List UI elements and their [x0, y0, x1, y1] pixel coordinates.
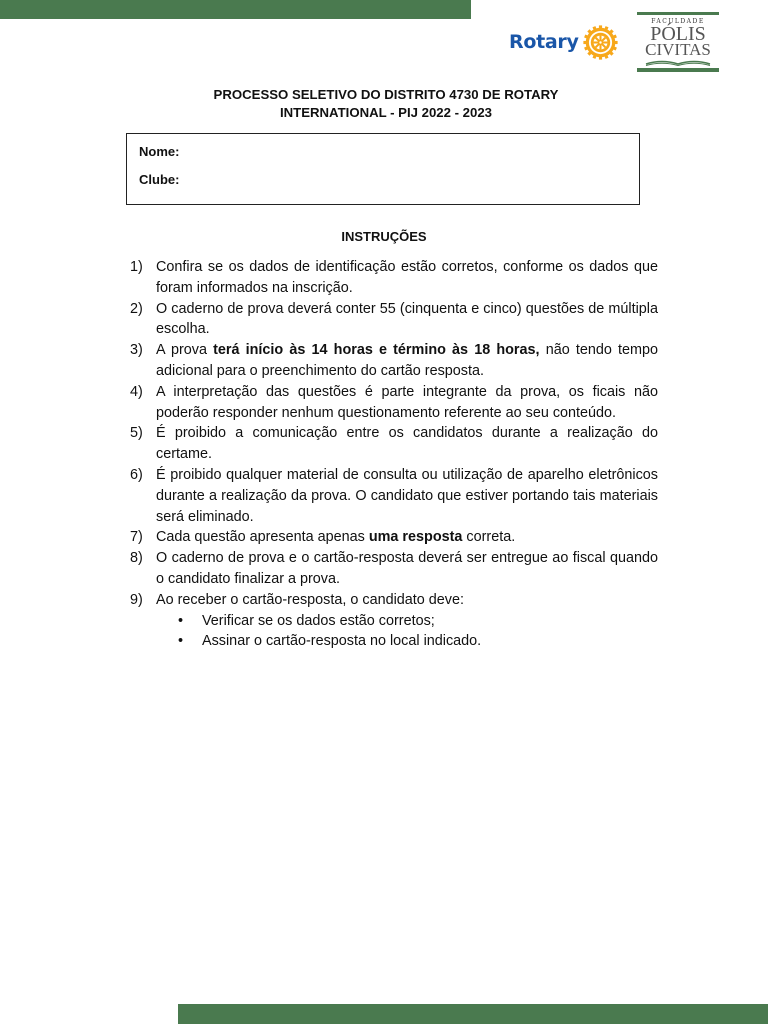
instruction-item-5 — [130, 423, 658, 465]
logo-bottom-rule — [637, 68, 719, 72]
polis-civitas-logo — [637, 10, 719, 72]
document-title — [126, 86, 646, 122]
instructions-heading: INSTRUÇÕES — [341, 229, 427, 244]
title-line-2: INTERNATIONAL - PIJ 2022 - 2023 — [279, 105, 493, 120]
name-label: Nome: — [139, 144, 180, 159]
instruction-item-1 — [130, 257, 658, 299]
item-number: 9) — [130, 591, 143, 608]
bullet-dot-icon: • — [178, 633, 184, 650]
item-number: 6) — [130, 466, 143, 483]
bullet-dot-icon: • — [178, 612, 184, 629]
open-book-icon — [645, 58, 711, 66]
bottom-green-bar — [178, 1004, 768, 1024]
instruction-item-8 — [130, 548, 658, 590]
item-text-post: não tendo tempo adicional para o preenchimento do cartão resposta. — [156, 342, 658, 379]
instruction-item-9 — [130, 590, 658, 611]
item-number: 1) — [130, 259, 143, 275]
item-number: 4) — [130, 383, 143, 400]
club-label: Clube: — [139, 172, 180, 187]
item-text-pre: Cada questão apresenta apenas — [156, 529, 369, 546]
instruction-item-7 — [130, 527, 658, 548]
rotary-wordmark: Rotary — [509, 31, 579, 53]
item-number: 2) — [130, 300, 143, 317]
logo-faculdade-text: FACULDADE — [651, 18, 705, 25]
logo-civitas-text: CIVITAS — [645, 40, 711, 59]
instruction-item-4 — [130, 382, 658, 424]
instruction-item-2 — [130, 299, 658, 341]
bullet-text: Verificar se os dados estão corretos; — [202, 612, 435, 629]
item-text-pre: A prova — [156, 342, 214, 359]
item-text: O caderno de prova deverá conter 55 (cinquenta e cinco) questões de múltipla escolha. — [156, 300, 658, 338]
item-text: É proibido a comunicação entre os candidatos durante a realização do certame. — [156, 425, 658, 463]
bullet-item — [130, 631, 658, 652]
logo-polis-text: PÓLIS — [650, 23, 706, 45]
instruction-bullet-list — [130, 611, 658, 653]
top-green-bar — [0, 0, 471, 19]
item-text: Confira se os dados de identificação estão corretos, conforme os dados que foram informados na inscrição. — [156, 259, 658, 296]
instruction-item-6 — [130, 465, 658, 527]
item-number: 3) — [130, 342, 143, 359]
item-text: É proibido qualquer material de consulta ou utilização de aparelho eletrônicos durante a realização da prova. O candidato que estiver portando tais materiais será eliminado. — [156, 466, 658, 525]
item-text-post: correta. — [462, 529, 516, 546]
identification-box — [126, 133, 640, 205]
title-line-1: PROCESSO SELETIVO DO DISTRITO 4730 DE ROTARY — [213, 87, 559, 102]
rotary-wheel-icon — [582, 24, 619, 61]
item-text-bold: terá início às 14 horas e término às 18 horas, — [213, 342, 540, 359]
item-text: Ao receber o cartão-resposta, o candidato deve: — [156, 591, 464, 608]
item-number: 7) — [130, 529, 143, 546]
instruction-item-3 — [130, 340, 658, 382]
item-number: 8) — [130, 550, 143, 567]
item-text: O caderno de prova e o cartão-resposta deverá ser entregue ao fiscal quando o candidato finalizar a prova. — [156, 550, 658, 587]
logo-top-rule — [637, 12, 719, 15]
bullet-text: Assinar o cartão-resposta no local indicado. — [202, 633, 482, 650]
rotary-logo — [509, 22, 619, 62]
bullet-item — [130, 611, 658, 632]
item-number: 5) — [130, 425, 143, 442]
item-text: A interpretação das questões é parte integrante da prova, os ficais não poderão responder nenhum questionamento referente ao seu conteúdo. — [156, 383, 658, 421]
item-text-bold: uma resposta — [368, 529, 463, 546]
instructions-list — [130, 257, 658, 652]
